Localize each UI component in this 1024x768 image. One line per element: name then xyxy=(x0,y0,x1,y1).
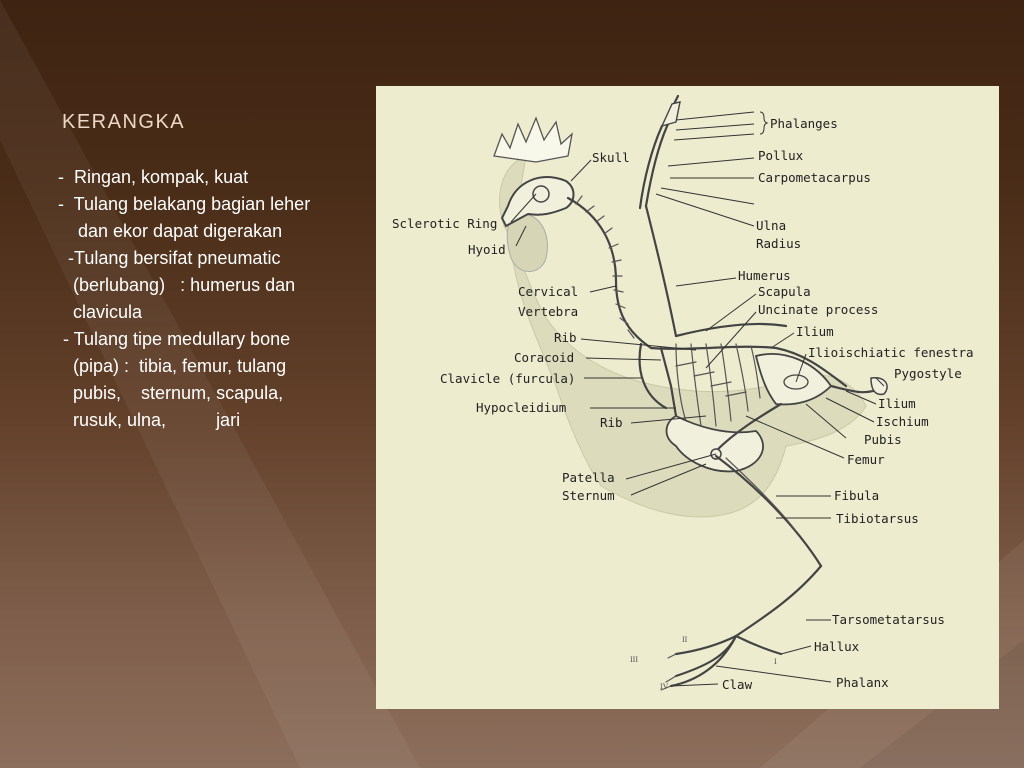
label-patella: Patella xyxy=(562,470,615,485)
label-digit-iii: III xyxy=(630,655,638,664)
bullet-line: (pipa) : tibia, femur, tulang xyxy=(58,356,287,376)
label-rib-left: Rib xyxy=(554,330,577,345)
bullet-line: rusuk, ulna, jari xyxy=(58,410,241,430)
bullet-line: (berlubang) : humerus dan xyxy=(58,275,296,295)
label-tibiotarsus: Tibiotarsus xyxy=(836,511,919,526)
label-clavicle: Clavicle (furcula) xyxy=(440,371,576,386)
bullet-line: -Tulang bersifat pneumatic xyxy=(58,248,281,268)
radius-bone xyxy=(640,126,662,208)
label-ilium-upper: Ilium xyxy=(796,324,834,339)
label-digit-i: I xyxy=(774,657,777,666)
skeleton-diagram xyxy=(376,86,999,709)
bullet-line: pubis, sternum, scapula, xyxy=(58,383,284,403)
label-digit-ii: II xyxy=(682,635,688,644)
label-tarsometatarsus: Tarsometatarsus xyxy=(832,612,945,627)
label-hypocleidium: Hypocleidium xyxy=(476,400,567,415)
label-digit-iv: IV xyxy=(660,682,669,691)
vertebra-ticks xyxy=(576,196,634,338)
label-ilioischiatic-fenestra: Ilioischiatic fenestra xyxy=(808,345,974,360)
label-sclerotic-ring: Sclerotic Ring xyxy=(392,216,498,231)
label-hallux: Hallux xyxy=(814,639,860,654)
label-claw: Claw xyxy=(722,677,753,692)
label-phalanx: Phalanx xyxy=(836,675,889,690)
bullet-line: clavicula xyxy=(58,302,143,322)
label-uncinate-process: Uncinate process xyxy=(758,302,879,317)
label-hyoid: Hyoid xyxy=(468,242,506,257)
bullet-list xyxy=(58,164,388,434)
label-carpometacarpus: Carpometacarpus xyxy=(758,170,871,185)
label-pollux: Pollux xyxy=(758,148,804,163)
label-skull: Skull xyxy=(592,150,630,165)
tarsometatarsus-bone xyxy=(736,566,821,636)
label-radius: Radius xyxy=(756,236,802,251)
label-ischium: Ischium xyxy=(876,414,929,429)
label-femur: Femur xyxy=(847,452,885,467)
label-phalanges: Phalanges xyxy=(770,116,838,131)
label-sternum: Sternum xyxy=(562,488,615,503)
label-ilium-lower: Ilium xyxy=(878,396,916,411)
scapula-bone xyxy=(676,324,786,336)
label-vertebra: Vertebra xyxy=(518,304,579,319)
carpometacarpus-shape xyxy=(662,102,680,126)
chicken-skeleton-figure xyxy=(376,86,999,709)
label-pubis: Pubis xyxy=(864,432,902,447)
hallux-bone xyxy=(736,636,781,654)
label-scapula: Scapula xyxy=(758,284,811,299)
bullet-line: - Tulang tipe medullary bone xyxy=(58,329,291,349)
label-fibula: Fibula xyxy=(834,488,880,503)
label-pygostyle: Pygostyle xyxy=(894,366,962,381)
label-coracoid: Coracoid xyxy=(514,350,575,365)
humerus-bone xyxy=(646,206,676,336)
comb-shape xyxy=(494,118,572,162)
bullet-line: - Tulang belakang bagian leher xyxy=(58,194,311,214)
label-humerus: Humerus xyxy=(738,268,791,283)
cervical-vertebrae xyxy=(568,198,651,348)
bullet-line: - Ringan, kompak, kuat xyxy=(58,167,249,187)
bullet-line: dan ekor dapat digerakan xyxy=(58,221,283,241)
label-ulna: Ulna xyxy=(756,218,787,233)
label-cervical: Cervical xyxy=(518,284,579,299)
slide-title: KERANGKA xyxy=(62,111,186,133)
label-rib-lower: Rib xyxy=(600,415,623,430)
